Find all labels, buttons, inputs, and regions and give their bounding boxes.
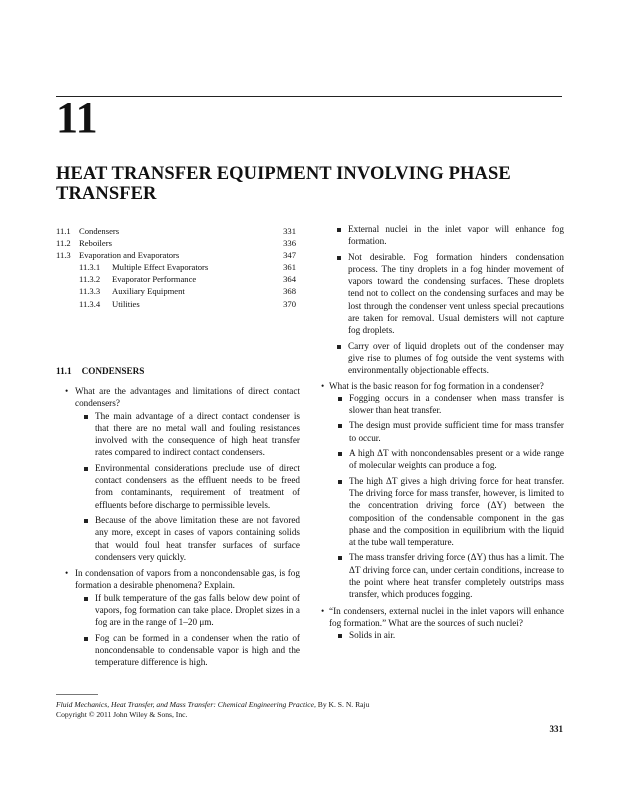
toc-entry[interactable] <box>56 249 296 261</box>
answer-item: The high ΔT gives a high driving force for heat transfer. The driving force for mass transfer, however, is limited to the concentration driving force (ΔY) between the composition of the condensable component in the gas phase and the composition in equilibrium with the liquid at the tube wall temperature. <box>329 475 564 549</box>
answer-item: Because of the above limitation these are not favored any more, except in cases of vapors containing solids that would foul heat transfer surfaces of surface condensers very quickly. <box>75 514 300 563</box>
toc-title: Condensers <box>79 226 120 236</box>
question-item <box>317 605 564 642</box>
page-number: 331 <box>549 724 563 734</box>
book-title: Fluid Mechanics, Heat Transfer, and Mass Transfer: Chemical Engineering Practice, <box>56 700 316 709</box>
answer-item: Environmental considerations preclude use of direct contact condensers as the effluent needs to be freed from contaminants, requirement of treatment of effluents before discharge to permissible levels. <box>75 462 300 511</box>
question-item <box>56 567 300 668</box>
toc-page: 347 <box>283 250 296 261</box>
toc-number: 11.3.4 <box>79 298 101 309</box>
toc-entry[interactable] <box>56 237 296 249</box>
question-text: What is the basic reason for fog formation in a condenser? <box>329 380 544 391</box>
toc-page: 331 <box>283 226 296 236</box>
toc-subentry[interactable] <box>56 298 296 310</box>
section-title: CONDENSERS <box>81 366 145 376</box>
question-text: In condensation of vapors from a noncondensable gas, is fog formation a desirable phenomena? Explain. <box>75 568 300 591</box>
toc-number: 11.3.2 <box>79 274 101 285</box>
toc-subentry[interactable] <box>56 261 296 273</box>
toc-subentry[interactable] <box>56 285 296 297</box>
answer-item: Carry over of liquid droplets out of the condenser may give rise to plumes of fog outside the vent systems with environmentally objectionable effects. <box>317 340 564 377</box>
toc-title: Reboilers <box>79 238 112 249</box>
toc-page: 336 <box>283 238 296 249</box>
answer-item: Solids in air. <box>329 629 564 641</box>
answer-item: The design must provide sufficient time for mass transfer to occur. <box>329 419 564 444</box>
toc-number: 11.3.3 <box>79 286 101 297</box>
answer-item: A high ΔT with noncondensables present or a wide range of molecular weights can produce a fog. <box>329 447 564 472</box>
toc-number: 11.3.1 <box>79 262 101 273</box>
left-column <box>56 385 300 673</box>
answer-item: Fog can be formed in a condenser when the ratio of noncondensable to condensable vapor is high and the temperature difference is high. <box>75 632 300 669</box>
question-item <box>56 385 300 563</box>
answer-item: If bulk temperature of the gas falls below dew point of vapors, fog formation can take place. Droplet sizes in a fog are in the range of 1–20 μm. <box>75 592 300 629</box>
answer-item: Not desirable. Fog formation hinders condensation process. The tiny droplets in a fog hinder movement of vapors toward the condensing surfaces. These droplets tend not to collect on the condensing surfaces and may be lost through the condenser vent unless special precautions are taken for removal. Usual demisters will not capture fog droplets. <box>317 251 564 337</box>
toc-title: Auxiliary Equipment <box>112 286 185 297</box>
question-text: What are the advantages and limitations of direct contact condensers? <box>75 386 300 409</box>
section-number: 11.1 <box>56 366 72 376</box>
answer-item: External nuclei in the inlet vapor will enhance fog formation. <box>317 223 564 248</box>
section-heading <box>56 366 144 376</box>
chapter-number: 11 <box>56 93 98 142</box>
toc-subentry[interactable] <box>56 273 296 285</box>
chapter-contents <box>56 225 296 310</box>
right-column <box>317 223 564 646</box>
question-text: “In condensers, external nuclei in the inlet vapors will enhance fog formation.” What are the sources of such nuclei? <box>329 605 564 628</box>
toc-entry[interactable] <box>56 225 296 237</box>
toc-number: 11.2 <box>56 238 71 249</box>
toc-title: Evaporation and Evaporators <box>79 250 180 261</box>
answer-item: Fogging occurs in a condenser when mass transfer is slower than heat transfer. <box>329 392 564 417</box>
toc-number: 11.3 <box>56 250 71 261</box>
toc-page: 364 <box>283 274 296 285</box>
footnote-rule <box>56 694 98 695</box>
toc-number: 11.1 <box>56 226 71 236</box>
toc-title: Multiple Effect Evaporators <box>112 262 209 273</box>
answer-item: The mass transfer driving force (ΔY) thus has a limit. The ΔT driving force can, under certain conditions, increase to the point where heat transfer completely outstrips mass transfer, which produces fogging. <box>329 551 564 600</box>
toc-page: 370 <box>283 298 296 309</box>
chapter-title: HEAT TRANSFER EQUIPMENT INVOLVING PHASE TRANSFER <box>56 164 511 204</box>
question-item <box>317 380 564 601</box>
copyright-notice: Copyright © 2011 John Wiley & Sons, Inc. <box>56 710 188 719</box>
toc-page: 368 <box>283 286 296 297</box>
toc-page: 361 <box>283 262 296 273</box>
footnote-citation <box>56 700 556 710</box>
chapter-top-rule <box>56 96 562 97</box>
answer-item: The main advantage of a direct contact condenser is that there are no metal wall and fouling resistances involved with the consequence of high heat transfer rates compared to indirect contact condensers. <box>75 410 300 459</box>
toc-title: Evaporator Performance <box>112 274 197 285</box>
toc-title: Utilities <box>112 298 140 309</box>
book-author: By K. S. N. Raju <box>315 700 370 709</box>
footnote <box>56 700 556 720</box>
